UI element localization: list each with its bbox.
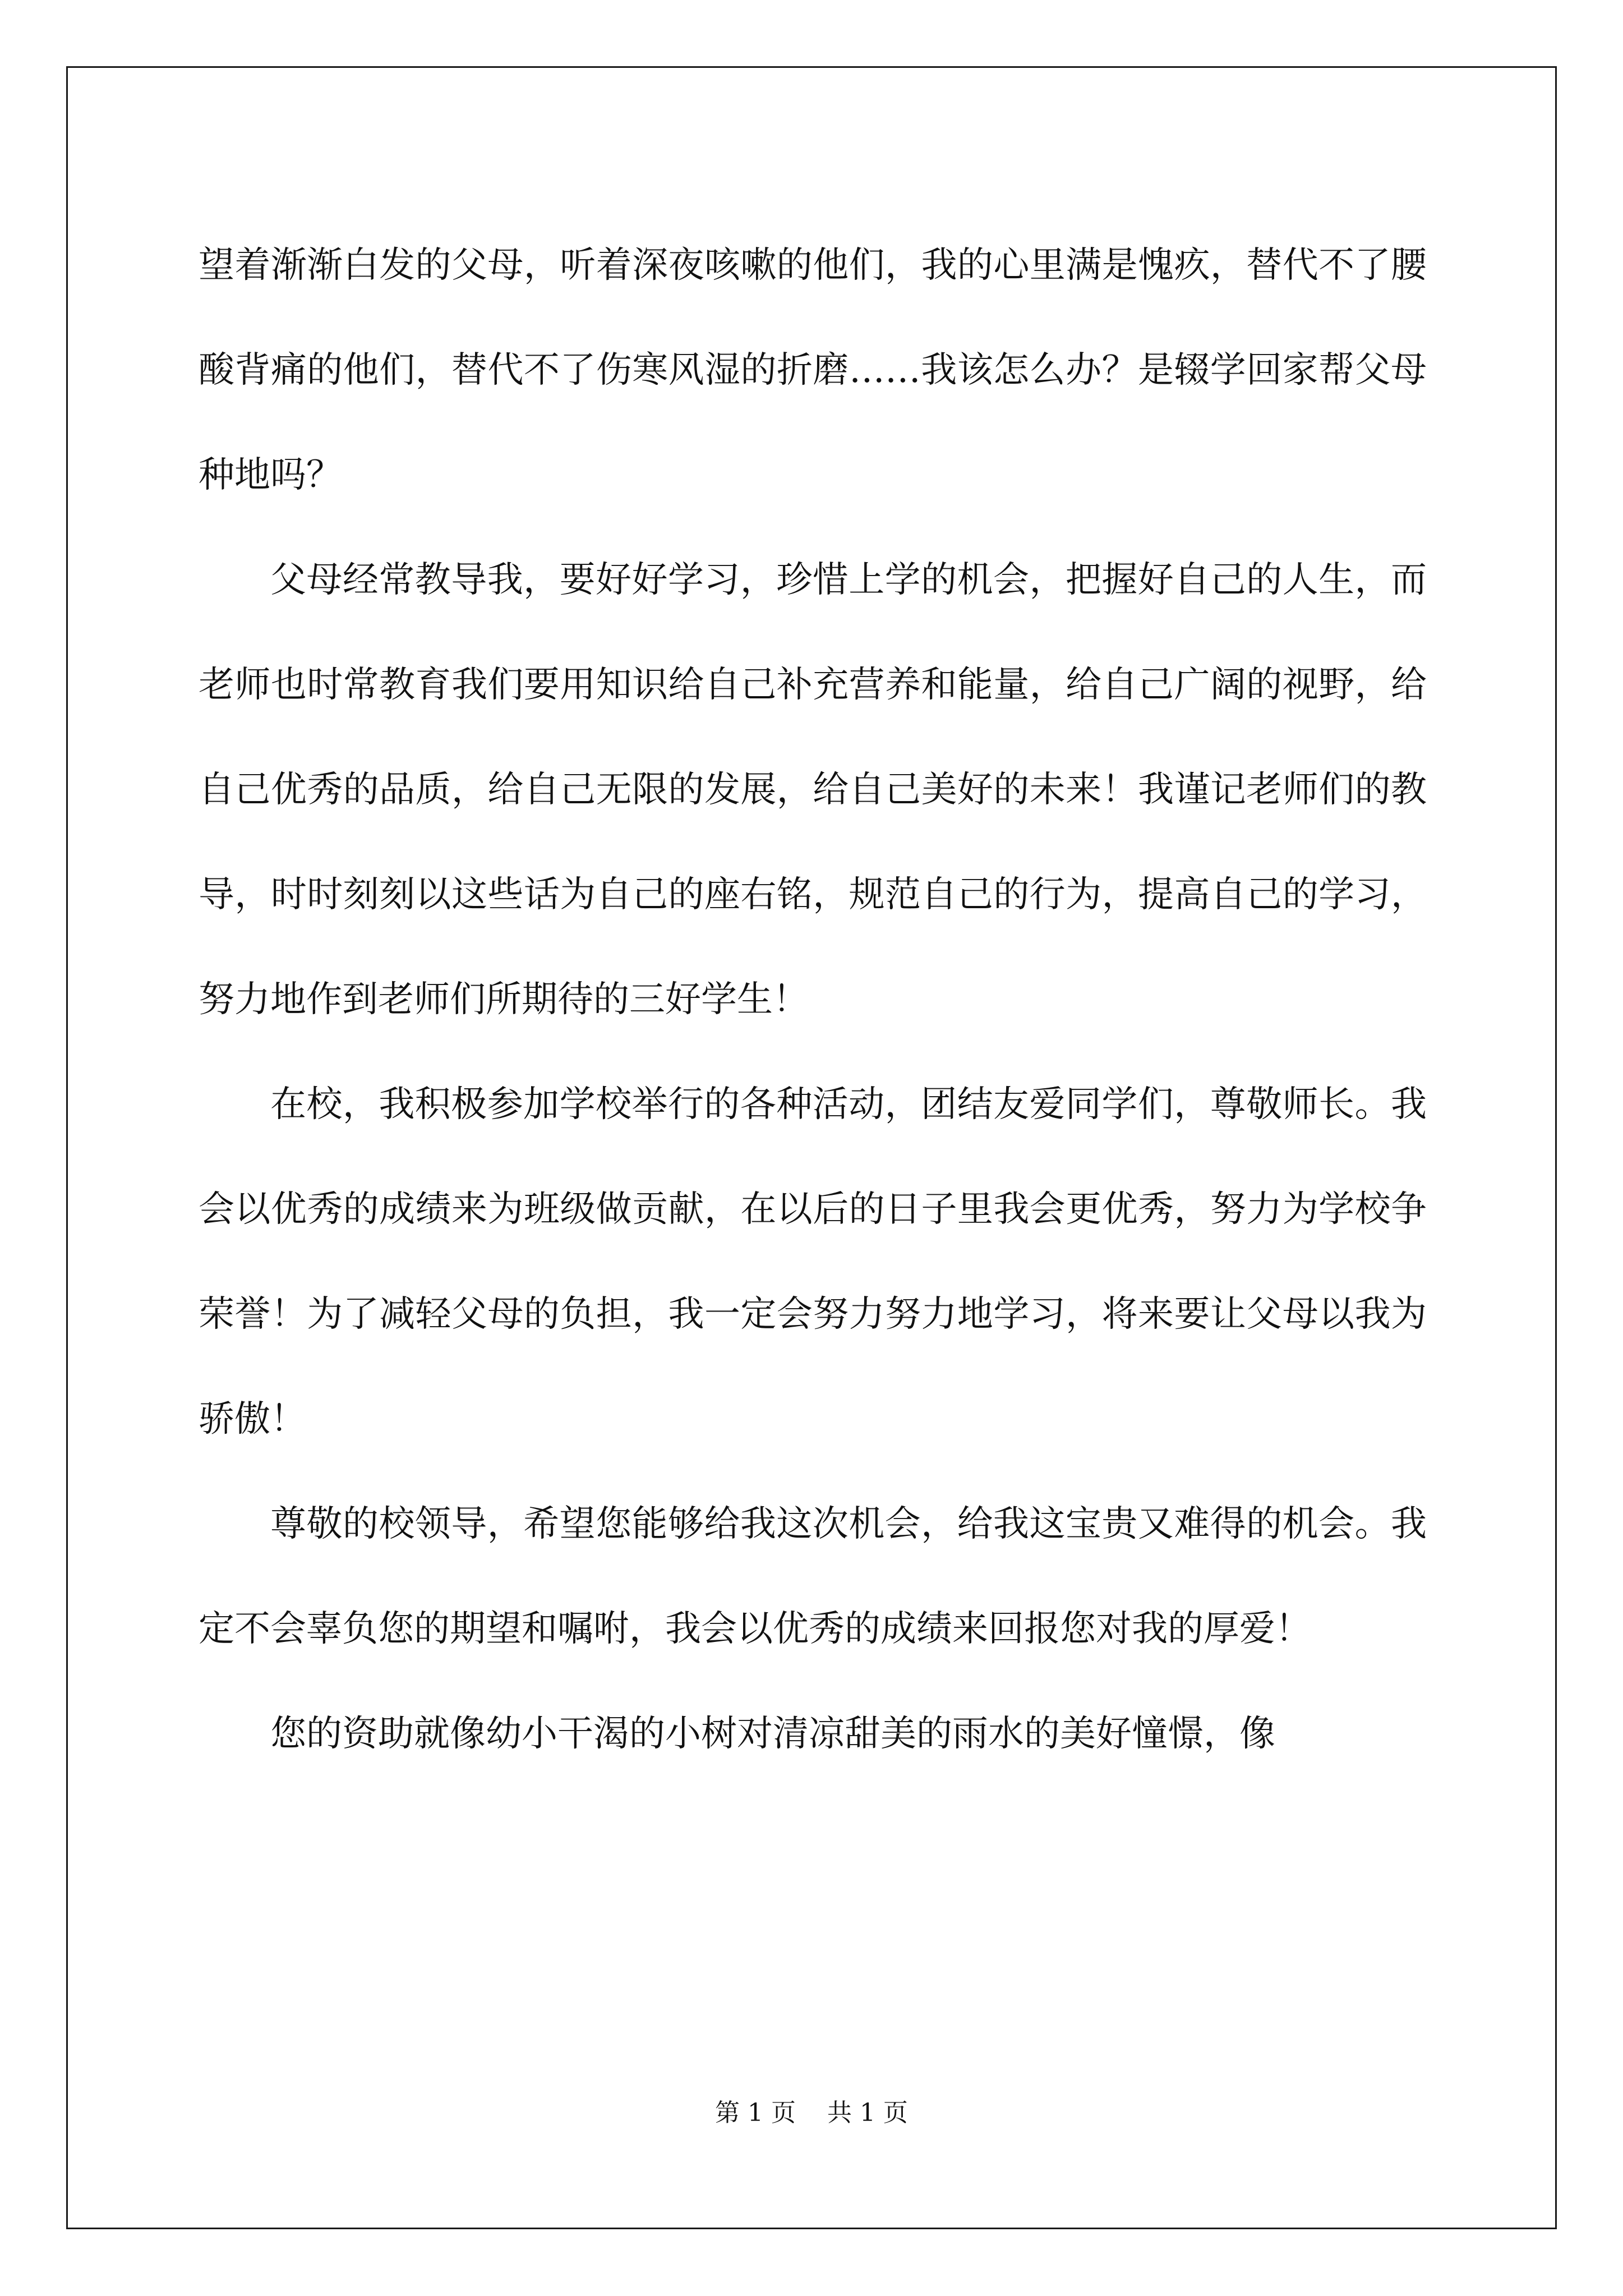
- paragraph: 父母经常教导我，要好好学习，珍惜上学的机会，把握好自己的人生，而老师也时常教育我们要用知识给自己补充营养和能量，给自己广阔的视野，给自己优秀的品质，给自己无限的发展，给自己美好的未来！我谨记老师们的教导，时时刻刻以这些话为自己的座右铭，规范自己的行为，提高自己的学习，努力地作到老师们所期待的三好学生！: [199, 559, 1427, 1020]
- paragraph: 您的资助就像幼小干渴的小树对清凉甜美的雨水的美好憧憬，像: [270, 1713, 1275, 1755]
- paragraph: 在校，我积极参加学校举行的各种活动，团结友爱同学们，尊敬师长。我会以优秀的成绩来为班级做贡献，在以后的日子里我会更优秀，努力为学校争荣誉！为了减轻父母的负担，我一定会努力努力地学习，将来要让父母以我为骄傲！: [199, 1084, 1427, 1440]
- paragraph: 尊敬的校领导，希望您能够给我这次机会，给我这宝贵又难得的机会。我定不会辜负您的期望和嘱咐，我会以优秀的成绩来回报您对我的厚爱！: [199, 1503, 1427, 1650]
- document-body: [199, 213, 1427, 1787]
- page-footer: 第 1 页 共 1 页: [715, 2099, 908, 2127]
- paragraph: 望着渐渐白发的父母，听着深夜咳嗽的他们，我的心里满是愧疚，替代不了腰酸背痛的他们，替代不了伤寒风湿的折磨……我该怎么办？是辍学回家帮父母种地吗？: [199, 245, 1427, 496]
